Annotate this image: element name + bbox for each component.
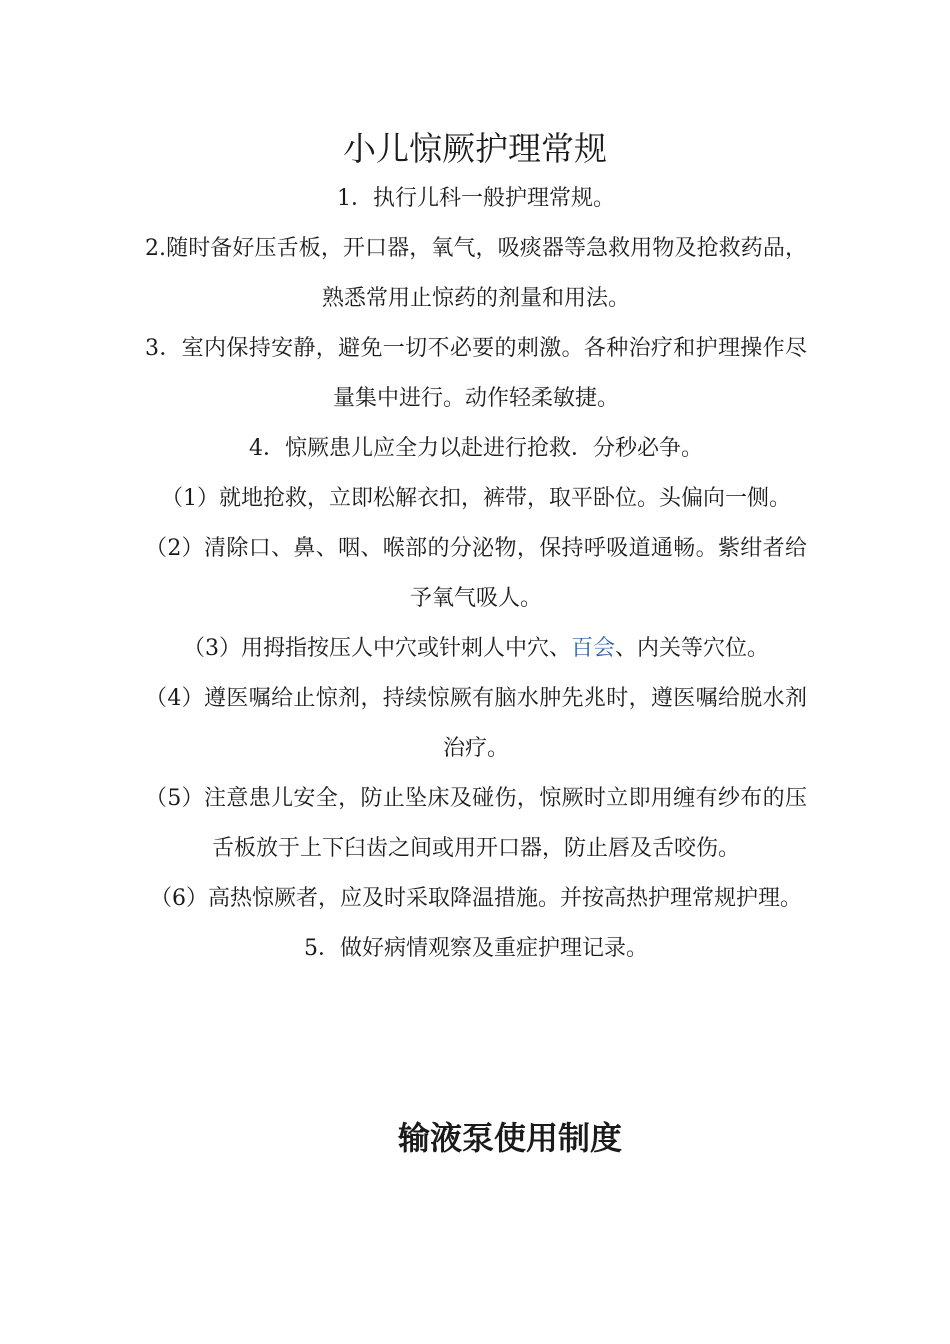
sub-item-3-text-after: 、内关等穴位。 [615,636,770,661]
sub-item-1: （1）就地抢救，立即松解衣扣，裤带，取平卧位。头偏向一侧。 [161,486,791,511]
sub-item-3-text-before: （3）用拇指按压人中穴或针刺人中穴、 [182,636,571,661]
item-2: 2.随时备好压舌板，开口器，氧气，吸痰器等急救用物及抢救药品，熟悉常用止惊药的剂量和用法。 [145,236,807,311]
sub-item-6: （6）高热惊厥者，应及时采取降温措施。并按高热护理常规护理。 [150,886,802,911]
sub-item-2: （2）清除口、鼻、咽、喉部的分泌物，保持呼吸道通畅。紫绀者给予氧气吸人。 [145,536,807,611]
next-section-title: 输液泵使用制度 [397,1119,622,1157]
sub-item-4: （4）遵医嘱给止惊剂，持续惊厥有脑水肿先兆时，遵医嘱给脱水剂治疗。 [145,686,807,761]
item-1: 1．执行儿科一般护理常规。 [337,186,615,211]
document-body [145,174,807,974]
item-3: 3．室内保持安静，避免一切不必要的刺激。各种治疗和护理操作尽量集中进行。动作轻柔敏捷。 [145,336,807,411]
sub-item-3 [145,624,807,674]
item-4: 4．惊厥患儿应全力以赴进行抢救．分秒必争。 [249,436,703,461]
item-5: 5．做好病情观察及重症护理记录。 [304,936,648,961]
document-title: 小儿惊厥护理常规 [343,129,607,168]
baihui-link[interactable]: 百会 [570,636,615,661]
sub-item-5: （5）注意患儿安全，防止坠床及碰伤，惊厥时立即用缠有纱布的压舌板放于上下臼齿之间或用开口器，防止唇及舌咬伤。 [145,786,807,861]
